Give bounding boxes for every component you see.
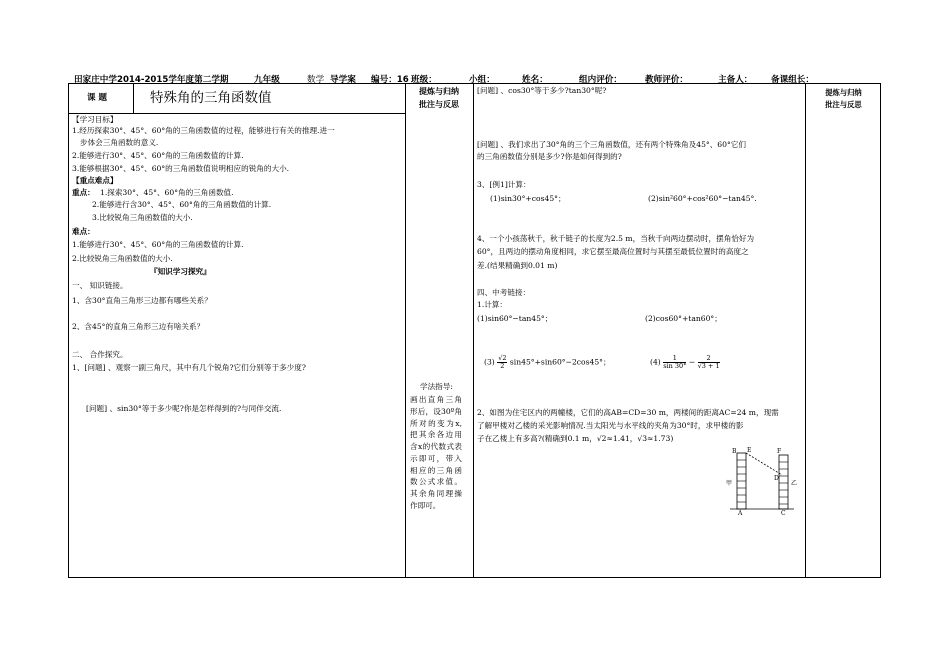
coop-question-2: [问题] 、sin30°等于多少呢?你是怎样得到的?与同伴交流.	[86, 404, 282, 413]
far-right-heading: 提炼与归纳 批注与反思	[825, 88, 862, 109]
question-other-angles-a: [问题] 、我们求出了30°角的三个三角函数值，还有两个特殊角及45°、60°它们	[477, 140, 746, 149]
building-line-3: 子在乙楼上有多高?(精确到0.1 m，√2≈1.41，√3≈1.73)	[477, 434, 674, 443]
question-cos-tan: [问题] 、cos30°等于多少?tan30°呢?	[477, 86, 607, 95]
section-1-heading: 一、 知识链接。	[72, 281, 128, 290]
swing-line-3: 差.(结果精确到0.01 m)	[477, 261, 558, 270]
diff-2: 2.比较锐角三角函数值的大小.	[72, 254, 173, 263]
diff-1: 1.能够进行30°、45°、60°角的三角函数值的计算.	[72, 240, 244, 249]
label-a: A	[738, 510, 743, 515]
class-field: 班级：	[411, 75, 437, 85]
doc-number: 编号：16	[371, 75, 409, 85]
question-other-angles-b: 的三角函数值分别是多少?你是如何得到的?	[477, 152, 622, 161]
label-e: E	[747, 447, 752, 454]
coop-question-1: 1、[问题] 、观察一副三角尺，其中有几个锐角?它们分别等于多少度?	[72, 363, 306, 372]
section-4-heading: 四、中考链接：	[477, 288, 531, 297]
teacher-eval-field: 教师评价：	[645, 75, 688, 85]
left-content-cell	[69, 114, 406, 578]
middle-heading: 提炼与归纳 批注与反思	[419, 87, 459, 109]
preparer-field: 主备人：	[718, 75, 753, 85]
far-right-column	[806, 84, 881, 578]
fraction-2-over-root3-plus-1: $\frac{2}{√3 + 1}$	[697, 354, 720, 371]
calc-label: 1.计算：	[477, 300, 508, 309]
section-2-heading: 二、 合作探究。	[72, 350, 128, 359]
group-field: 小组：	[469, 75, 495, 85]
swing-line-2: 60°，且两边的摆动角度相同，求它摆至最高位置时与其摆至最低位置时的高度之	[477, 247, 749, 256]
building-line-2: 了解甲楼对乙楼的采光影响情况.当太阳光与水平线的夹角为30°时，求甲楼的影	[477, 421, 744, 430]
calc-4: (4) $\frac{1}{\sin 30^\circ}$ − $\frac{2}{√3 + 1}$	[650, 354, 720, 371]
key-2: 2.能够进行含30°、45°、60°角的三角函数值的计算.	[92, 200, 272, 209]
label-d: D	[774, 475, 779, 482]
label-b: B	[732, 448, 737, 455]
calc-3: (3) $\frac{√2}{2}$ sin45°+sin60°−2cos45°；	[484, 354, 611, 371]
key-label: 重点：	[72, 188, 95, 197]
question-2: 2、含45°的直角三角形三边有啥关系？	[72, 322, 205, 331]
calc-2: (2)cos60°+tan60°；	[645, 314, 722, 323]
fraction-root2-over-2: $\frac{√2}{2}$	[498, 354, 507, 371]
building-line-1: 2、如图为住宅区内的两幢楼，它们的高AB=CD=30 m，两楼间的距离AC=24 m，现需	[477, 408, 779, 417]
key-3: 3.比较锐角三角函数值的大小.	[92, 213, 193, 222]
group-eval-field: 组内评价：	[579, 75, 622, 85]
goals-heading: 【学习目标】	[72, 115, 118, 124]
key-1: 1.探索30°、45°、60°角的三角函数值.	[100, 188, 234, 197]
school-title: 田家庄中学2014-2015学年度第二学期	[74, 75, 229, 85]
sun-ray	[746, 453, 782, 475]
name-field: 姓名：	[522, 75, 548, 85]
diff-label: 难点：	[72, 227, 95, 236]
keypoints-heading: 【重点难点】	[72, 176, 118, 185]
buildings-figure	[722, 445, 802, 515]
explore-heading: 『知识学习探究』	[150, 267, 211, 276]
fraction-1-over-sin30: $\frac{1}{\sin 30^\circ}$	[663, 354, 687, 371]
topic-label: 课 题	[87, 93, 107, 103]
example-2: (2)sin²60°+cos²60°−tan45°.	[648, 194, 757, 203]
example-1: (1)sin30°+cos45°；	[490, 194, 566, 203]
label-jia: 甲	[726, 480, 733, 487]
goal-1b: 步体会三角函数的意义.	[80, 138, 159, 147]
label-yi: 乙	[791, 480, 798, 487]
question-1: 1、含30°直角三角形三边都有哪些关系？	[72, 296, 212, 305]
goal-2: 2.能够进行30°、45°、60°角的三角函数值的计算.	[72, 151, 244, 160]
goal-3: 3.能够根据30°、45°、60°的三角函数值说明相应的锐角的大小.	[72, 164, 290, 173]
building-yi	[779, 455, 788, 509]
goal-1a: 1.经历探索30°、45°、60°角的三角函数值的过程，能够进行有关的推理.进一	[72, 126, 335, 135]
doc-type: 导学案	[330, 75, 356, 85]
example-heading: 3、[例1]计算：	[477, 180, 531, 189]
subject: 数学	[307, 75, 325, 85]
calc-1: (1)sin60°−tan45°；	[477, 314, 553, 323]
topic-title: 特殊角的三角函数值	[150, 90, 272, 106]
swing-line-1: 4、一个小孩荡秋千，秋千链子的长度为2.5 m，当秋千向两边摆动时，摆角恰好为	[477, 234, 755, 243]
label-f: F	[777, 448, 782, 455]
label-c: C	[781, 510, 786, 515]
guide-title: 学法指导:	[420, 382, 453, 391]
leader-field: 备课组长：	[771, 75, 814, 85]
guide-text: 画出直角三角形后，设30º角所对的变为x,把其余各边用含x的代数式表示即可，带入相应的三角函数公式求值。其余角同理操作即可。	[410, 395, 462, 510]
grade: 九年级	[254, 75, 280, 85]
